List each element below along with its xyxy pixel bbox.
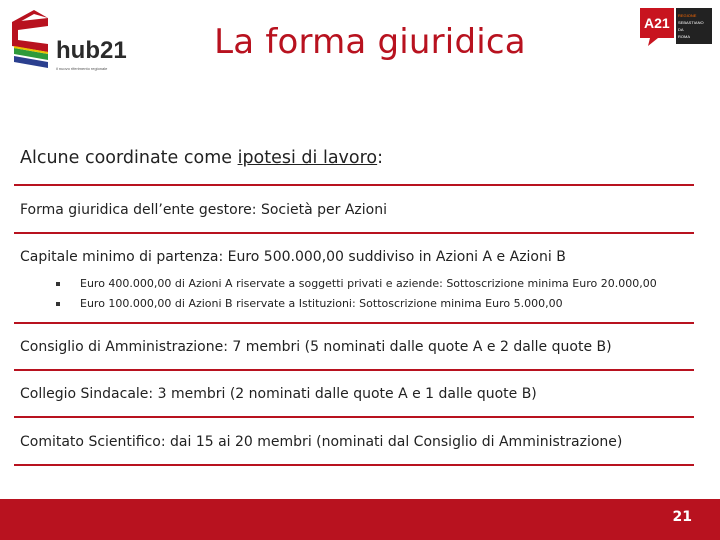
bullet-shares-b: Euro 100.000,00 di Azioni B riservate a Istituzioni: Sottoscrizione minima Euro 5.000,00 xyxy=(56,294,657,314)
hub21-tagline: il nuovo riferimento regionale xyxy=(56,66,108,71)
hub21-logo-text: hub21 xyxy=(56,37,127,64)
intro-suffix: : xyxy=(377,148,384,168)
divider-4 xyxy=(14,369,694,371)
divider-1 xyxy=(14,184,694,186)
bullet-shares-a: Euro 400.000,00 di Azioni A riservate a soggetti privati e aziende: Sottoscrizione minima Euro 20.000,00 xyxy=(56,274,657,294)
intro-prefix: Alcune coordinate come xyxy=(20,148,238,168)
svg-text:REGIONE: REGIONE xyxy=(678,13,697,18)
slide-title: La forma giuridica xyxy=(214,22,526,62)
intro-line xyxy=(20,148,383,168)
a21-badge-text: A21 xyxy=(644,15,670,31)
item-capital: Capitale minimo di partenza: Euro 500.000,00 suddiviso in Azioni A e Azioni B xyxy=(20,249,566,265)
svg-text:SEBASTIANO: SEBASTIANO xyxy=(678,20,704,25)
item-scientific-committee: Comitato Scientifico: dai 15 ai 20 membri (nominati dal Consiglio di Amministrazione) xyxy=(20,434,623,450)
svg-text:ROMA: ROMA xyxy=(678,34,690,39)
divider-6 xyxy=(14,464,694,466)
divider-2 xyxy=(14,232,694,234)
item-legal-form: Forma giuridica dell’ente gestore: Società per Azioni xyxy=(20,202,387,218)
item-auditors: Collegio Sindacale: 3 membri (2 nominati dalle quote A e 1 dalle quote B) xyxy=(20,386,537,402)
page-number: 21 xyxy=(672,509,692,525)
capital-bullets xyxy=(56,274,657,314)
item-board: Consiglio di Amministrazione: 7 membri (5 nominati dalle quote A e 2 dalle quote B) xyxy=(20,339,612,355)
svg-text:DA: DA xyxy=(678,27,684,32)
divider-3 xyxy=(14,322,694,324)
intro-underlined: ipotesi di lavoro xyxy=(237,148,378,168)
divider-5 xyxy=(14,416,694,418)
footer-bar xyxy=(0,499,720,540)
